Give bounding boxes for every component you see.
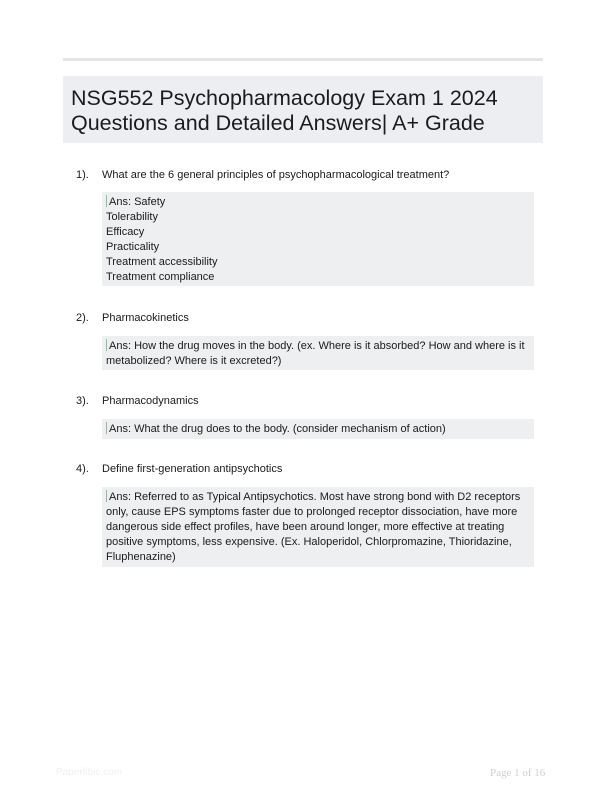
answer-marker: [106, 422, 107, 434]
answer-line: only, cause EPS symptoms faster due to prolonged receptor dissociation, have more: [106, 506, 518, 518]
question-number: 4).: [76, 463, 89, 475]
answer-line: [106, 422, 530, 437]
answer-line: [106, 195, 530, 210]
answer-line: Treatment accessibility: [106, 256, 218, 268]
question-number: 3).: [76, 395, 89, 407]
page-number: Page 1 of 16: [490, 767, 546, 779]
answer-text: Ans: Safety: [109, 196, 166, 208]
question-number: 2).: [76, 312, 89, 324]
title-banner: [63, 76, 543, 143]
answer-text: Ans: What the drug does to the body. (consider mechanism of action): [109, 423, 446, 435]
question-text: Pharmacokinetics: [102, 312, 189, 324]
answer-marker: [106, 195, 107, 207]
answer-text: Ans: How the drug moves in the body. (ex. Where is it absorbed? How and where is it: [109, 340, 525, 352]
answer-marker: [106, 490, 107, 502]
answer-line: Practicality: [106, 241, 160, 253]
answer-box-2: [102, 336, 534, 370]
answer-text: Ans: Referred to as Typical Antipsychotics. Most have strong bond with D2 receptors: [109, 491, 521, 503]
answer-line: [106, 490, 530, 505]
answer-line: positive symptoms, less expensive. (Ex. Haloperidol, Chlorpromazine, Thioridazine,: [106, 536, 512, 548]
question-text: Pharmacodynamics: [102, 395, 199, 407]
answer-line: Tolerability: [106, 211, 158, 223]
document-title: NSG552 Psychopharmacology Exam 1 2024 Questions and Detailed Answers| A+ Grade: [71, 86, 498, 135]
answer-line: Treatment compliance: [106, 271, 215, 283]
answer-line: metabolized? Where is it excreted?): [106, 355, 282, 367]
answer-box-3: [102, 419, 534, 439]
answer-line: Efficacy: [106, 226, 145, 238]
answer-line: [106, 339, 530, 354]
answer-box-1: [102, 192, 534, 286]
answer-marker: [106, 339, 107, 351]
answer-line: Fluphenazine): [106, 551, 176, 563]
answer-box-4: [102, 487, 534, 567]
top-divider: [63, 58, 543, 61]
answer-line: dangerous side effect profiles, have been around longer, more effective at treating: [106, 521, 505, 533]
question-text: What are the 6 general principles of psychopharmacological treatment?: [102, 169, 450, 181]
question-text: Define first-generation antipsychotics: [102, 463, 283, 475]
question-number: 1).: [76, 169, 89, 181]
footer-watermark: Paperfibic.com: [56, 767, 123, 778]
